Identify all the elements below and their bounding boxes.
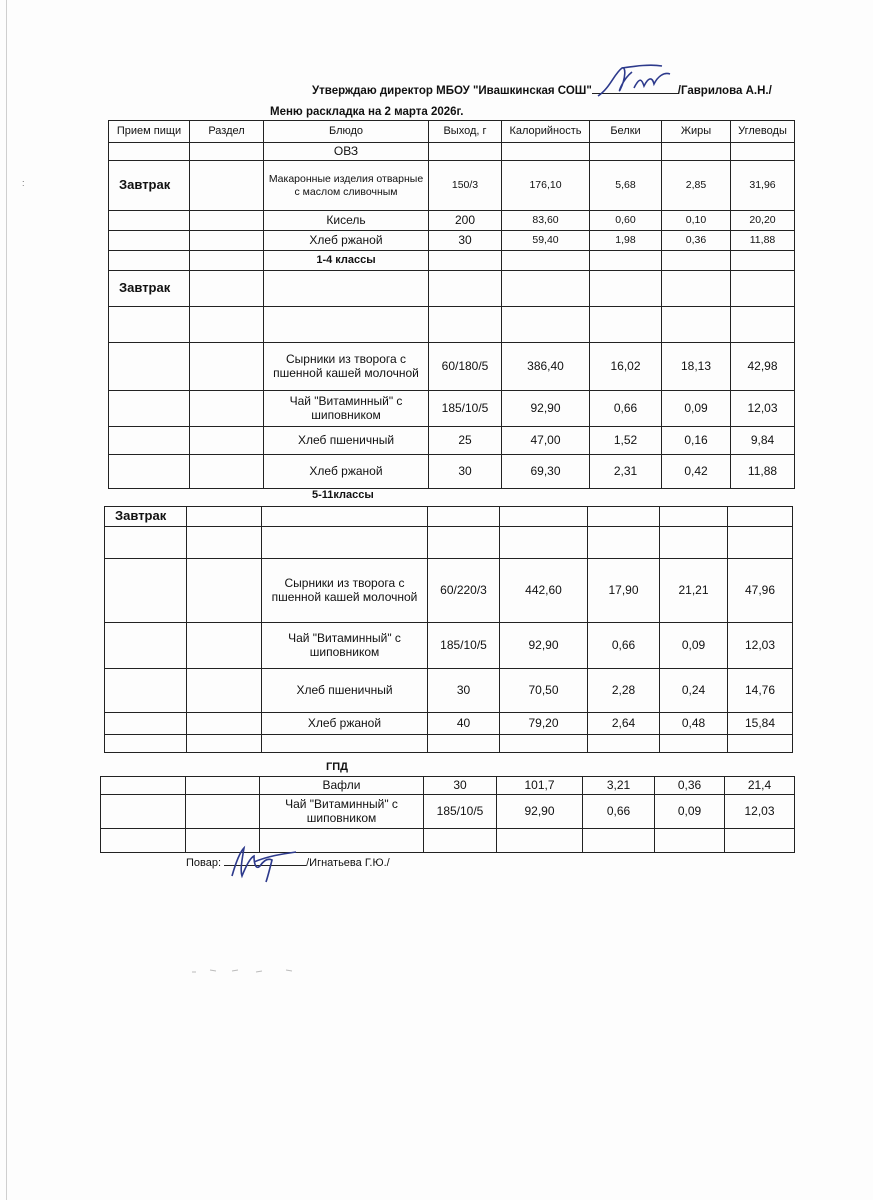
table-header-row <box>109 121 795 143</box>
table-row <box>105 669 793 713</box>
dish-carbs: 21,4 <box>725 777 795 795</box>
menu-title: Меню раскладка на 2 марта 2026г. <box>270 106 464 118</box>
dish-yield: 30 <box>429 455 502 489</box>
section-label-grades-1-4: 1-4 классы <box>264 251 429 271</box>
dish-fat: 0,10 <box>662 211 731 231</box>
menu-table-grades-5-11 <box>104 506 793 753</box>
dish-kcal: 442,60 <box>500 559 588 623</box>
col-header-yield: Выход, г <box>429 121 502 143</box>
table-row <box>101 777 795 795</box>
dish-protein: 16,02 <box>590 343 662 391</box>
dish-protein: 0,66 <box>588 623 660 669</box>
dish-yield: 40 <box>428 713 500 735</box>
dish-kcal: 101,7 <box>497 777 583 795</box>
dish-carbs: 11,88 <box>731 455 795 489</box>
dish-protein: 5,68 <box>590 161 662 211</box>
col-header-meal: Прием пищи <box>109 121 190 143</box>
dish-name: Чай "Витаминный" с шиповником <box>260 795 424 829</box>
dish-name: Чай "Витаминный" с шиповником <box>262 623 428 669</box>
dish-yield: 30 <box>424 777 497 795</box>
dish-protein: 2,28 <box>588 669 660 713</box>
dish-fat: 0,42 <box>662 455 731 489</box>
dish-name: Сырники из творога с пшенной кашей молочной <box>264 343 429 391</box>
meal-label: Завтрак <box>105 507 187 527</box>
scan-edge <box>6 0 7 1200</box>
dish-name: Хлеб ржаной <box>262 713 428 735</box>
dish-name: Макаронные изделия отварные с маслом сливочным <box>264 161 429 211</box>
meal-label: Завтрак <box>109 161 190 211</box>
table-row <box>105 735 793 753</box>
section-label-grades-5-11: 5-11классы <box>312 489 374 501</box>
dish-name: Кисель <box>264 211 429 231</box>
cook-signature <box>224 842 304 886</box>
dish-protein: 0,66 <box>590 391 662 427</box>
col-header-kcal: Калорийность <box>502 121 590 143</box>
table-row <box>109 271 795 307</box>
scan-noise <box>190 964 320 978</box>
dish-fat: 0,09 <box>655 795 725 829</box>
dish-protein: 3,21 <box>583 777 655 795</box>
dish-carbs: 14,76 <box>728 669 793 713</box>
dish-yield: 30 <box>429 231 502 251</box>
dish-name: Чай "Витаминный" с шиповником <box>264 391 429 427</box>
approval-line <box>312 84 772 97</box>
section-row-grades-1-4 <box>109 251 795 271</box>
dish-yield: 185/10/5 <box>428 623 500 669</box>
dish-name: Вафли <box>260 777 424 795</box>
approval-name: /Гаврилова А.Н./ <box>677 85 772 97</box>
table-row <box>105 507 793 527</box>
dish-protein: 0,60 <box>590 211 662 231</box>
dish-carbs: 9,84 <box>731 427 795 455</box>
dish-yield: 150/3 <box>429 161 502 211</box>
dish-carbs: 12,03 <box>731 391 795 427</box>
dish-fat: 0,09 <box>660 623 728 669</box>
table-row <box>101 829 795 853</box>
dish-protein: 0,66 <box>583 795 655 829</box>
dish-carbs: 47,96 <box>728 559 793 623</box>
table-row <box>105 713 793 735</box>
dish-yield: 30 <box>428 669 500 713</box>
table-row <box>101 795 795 829</box>
dish-fat: 18,13 <box>662 343 731 391</box>
dish-name: Хлеб ржаной <box>264 231 429 251</box>
table-row <box>109 231 795 251</box>
table-row <box>105 527 793 559</box>
dish-fat: 0,09 <box>662 391 731 427</box>
dish-name: Хлеб пшеничный <box>264 427 429 455</box>
col-header-dish: Блюдо <box>264 121 429 143</box>
dish-fat: 0,48 <box>660 713 728 735</box>
section-row-ovz <box>109 143 795 161</box>
scan-mark: : <box>22 178 25 188</box>
dish-yield: 60/220/3 <box>428 559 500 623</box>
dish-fat: 0,36 <box>655 777 725 795</box>
dish-fat: 0,36 <box>662 231 731 251</box>
dish-protein: 17,90 <box>588 559 660 623</box>
dish-kcal: 59,40 <box>502 231 590 251</box>
dish-yield: 185/10/5 <box>424 795 497 829</box>
menu-table-main <box>108 120 795 489</box>
table-row <box>105 623 793 669</box>
dish-fat: 21,21 <box>660 559 728 623</box>
table-row <box>109 391 795 427</box>
table-row <box>109 161 795 211</box>
dish-protein: 2,31 <box>590 455 662 489</box>
dish-kcal: 69,30 <box>502 455 590 489</box>
dish-carbs: 15,84 <box>728 713 793 735</box>
section-label-gpd: ГПД <box>326 761 348 773</box>
dish-kcal: 386,40 <box>502 343 590 391</box>
dish-fat: 0,16 <box>662 427 731 455</box>
dish-yield: 200 <box>429 211 502 231</box>
dish-yield: 185/10/5 <box>429 391 502 427</box>
dish-carbs: 42,98 <box>731 343 795 391</box>
table-row <box>109 307 795 343</box>
cook-name: /Игнатьева Г.Ю./ <box>306 857 390 869</box>
dish-carbs: 20,20 <box>731 211 795 231</box>
meal-label: Завтрак <box>109 271 190 307</box>
dish-protein: 1,98 <box>590 231 662 251</box>
col-header-protein: Белки <box>590 121 662 143</box>
dish-name: Хлеб ржаной <box>264 455 429 489</box>
col-header-carbs: Углеводы <box>731 121 795 143</box>
dish-protein: 1,52 <box>590 427 662 455</box>
col-header-section: Раздел <box>190 121 264 143</box>
table-row <box>105 559 793 623</box>
cook-label: Повар: <box>186 857 222 869</box>
dish-yield: 25 <box>429 427 502 455</box>
dish-kcal: 92,90 <box>502 391 590 427</box>
dish-carbs: 12,03 <box>725 795 795 829</box>
table-row <box>109 211 795 231</box>
dish-yield: 60/180/5 <box>429 343 502 391</box>
dish-carbs: 31,96 <box>731 161 795 211</box>
dish-carbs: 12,03 <box>728 623 793 669</box>
section-label-ovz: ОВЗ <box>264 143 429 161</box>
director-signature <box>592 58 684 104</box>
dish-kcal: 92,90 <box>500 623 588 669</box>
table-row <box>109 343 795 391</box>
dish-kcal: 79,20 <box>500 713 588 735</box>
dish-fat: 2,85 <box>662 161 731 211</box>
dish-kcal: 176,10 <box>502 161 590 211</box>
dish-kcal: 92,90 <box>497 795 583 829</box>
dish-kcal: 70,50 <box>500 669 588 713</box>
table-row <box>109 455 795 489</box>
menu-table-gpd <box>100 776 795 853</box>
dish-carbs: 11,88 <box>731 231 795 251</box>
dish-protein: 2,64 <box>588 713 660 735</box>
dish-fat: 0,24 <box>660 669 728 713</box>
dish-kcal: 47,00 <box>502 427 590 455</box>
table-row <box>109 427 795 455</box>
dish-name: Хлеб пшеничный <box>262 669 428 713</box>
col-header-fat: Жиры <box>662 121 731 143</box>
dish-kcal: 83,60 <box>502 211 590 231</box>
approval-text: Утверждаю директор МБОУ "Ивашкинская СОШ" <box>312 85 592 97</box>
dish-name: Сырники из творога с пшенной кашей молочной <box>262 559 428 623</box>
